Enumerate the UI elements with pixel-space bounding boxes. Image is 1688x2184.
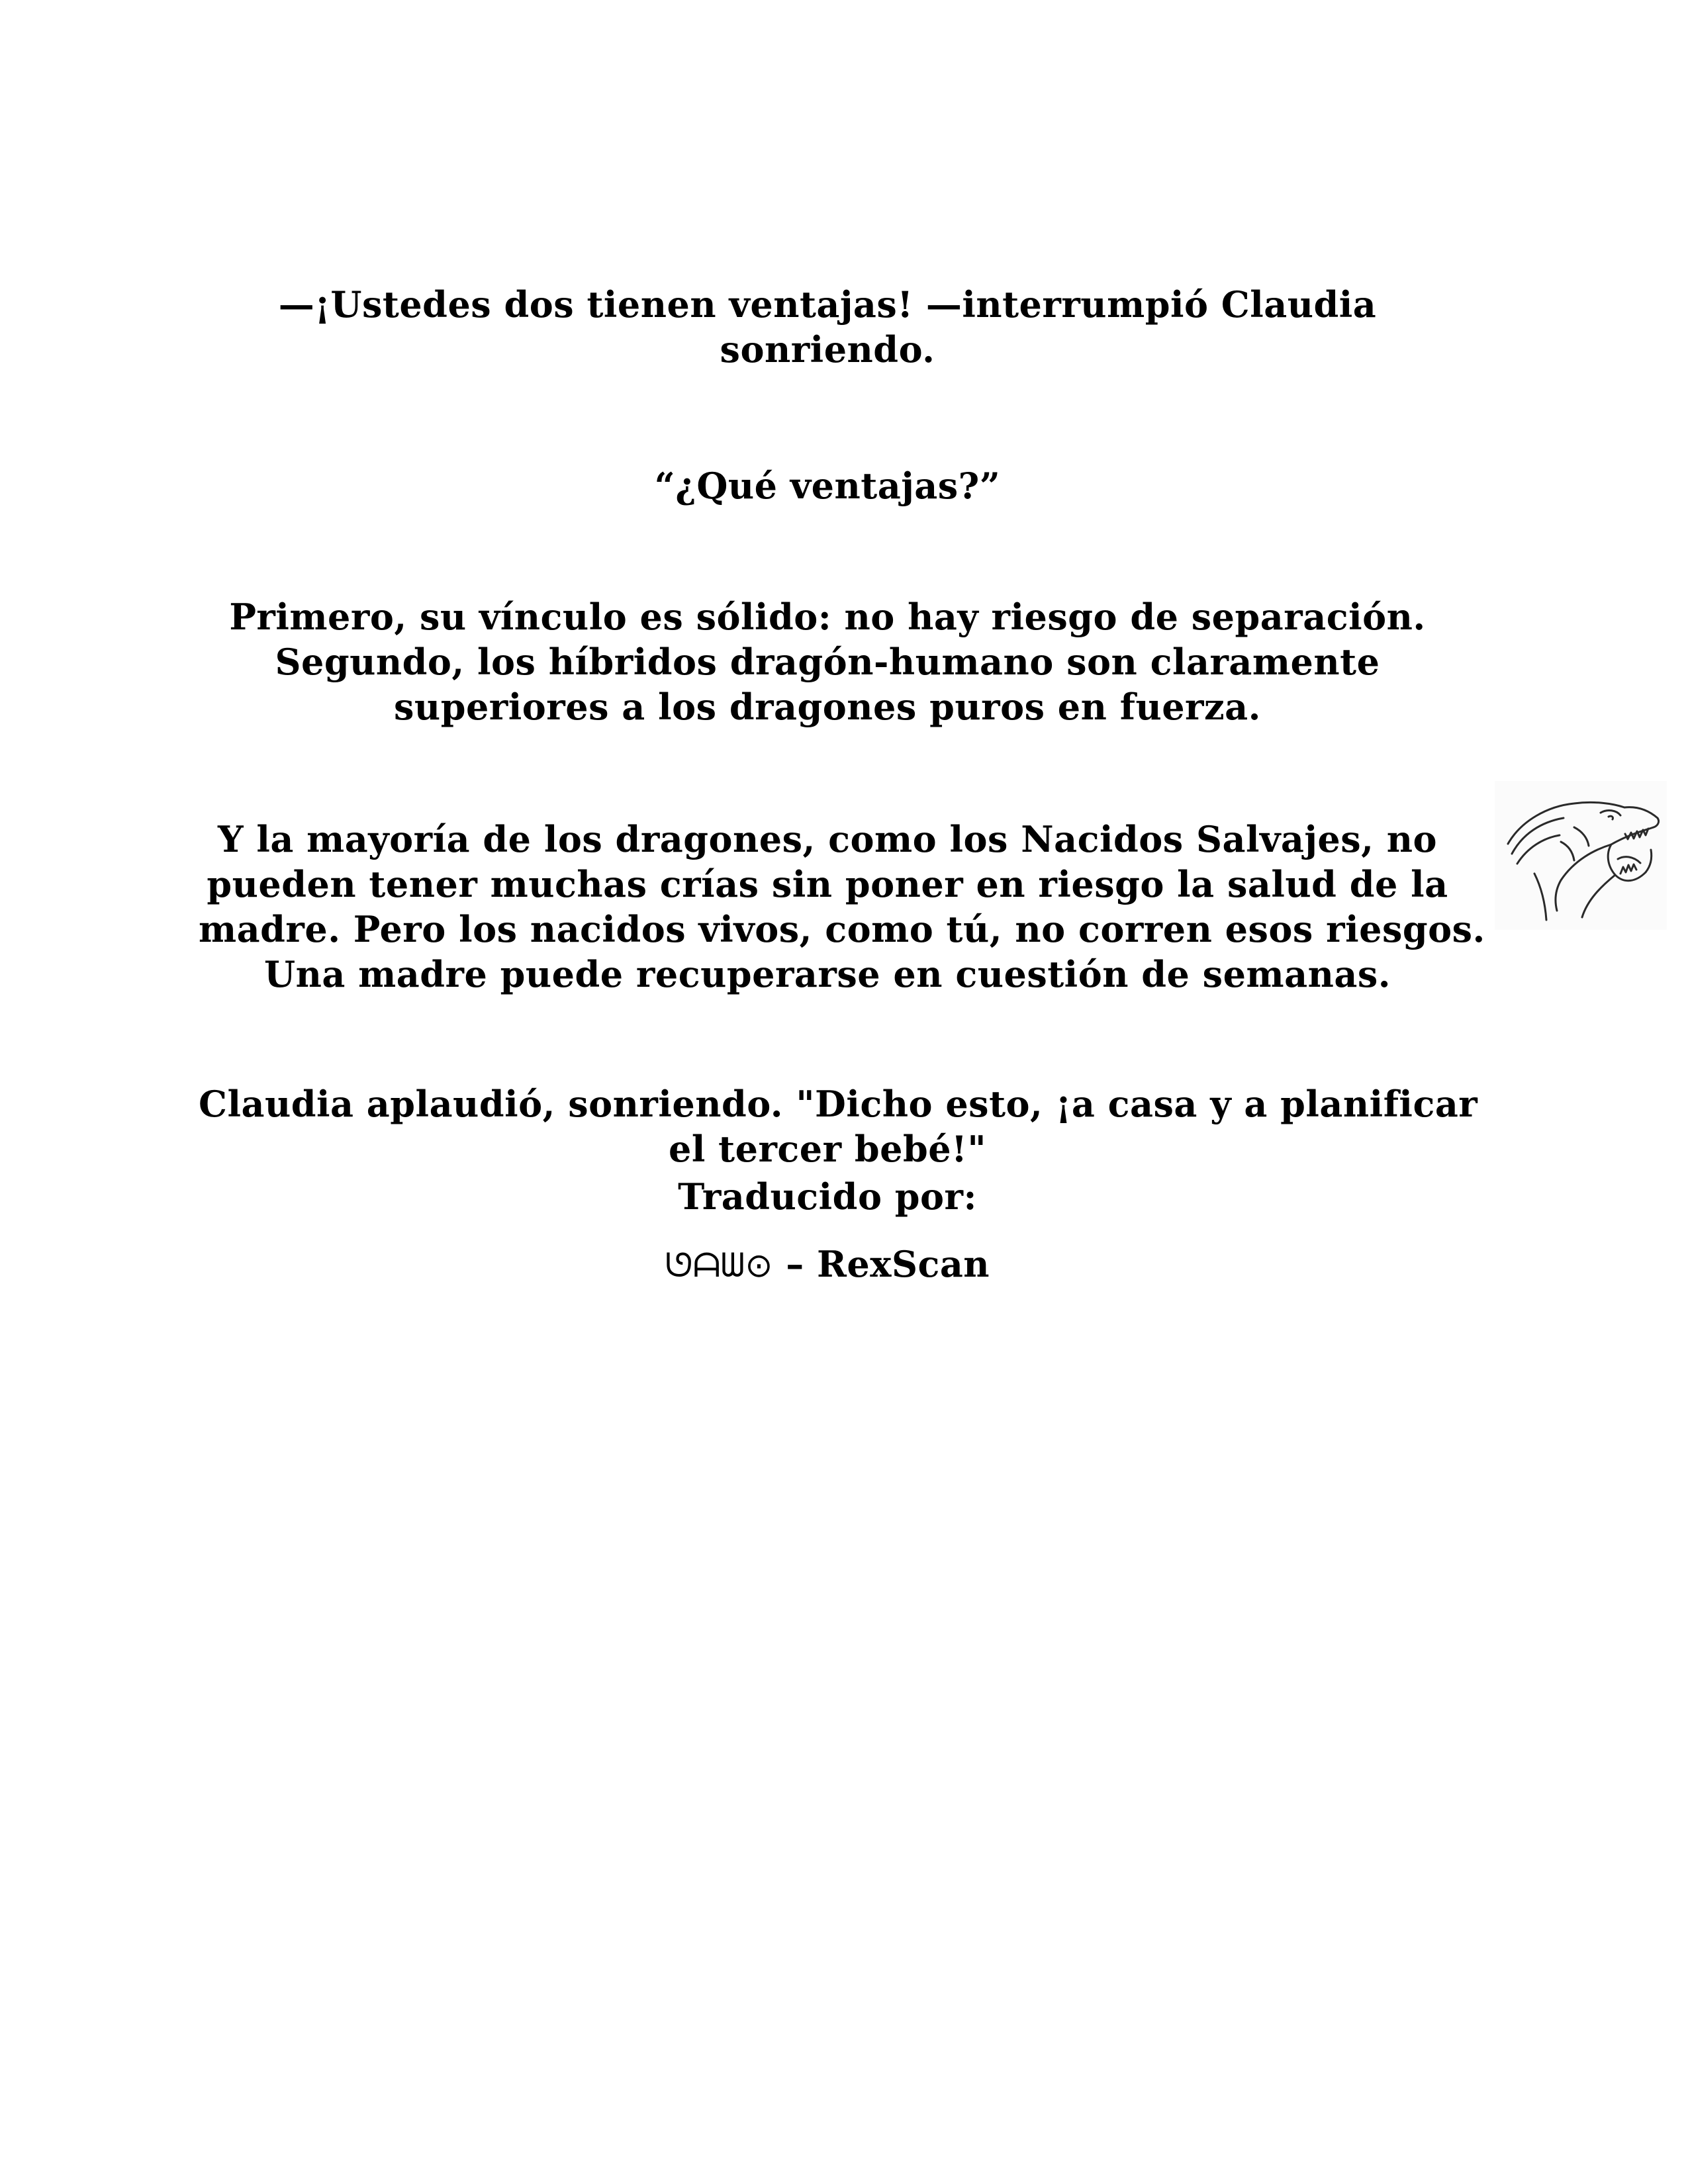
credit-separator: – [773, 1243, 818, 1285]
paragraph-applause [199, 1081, 1478, 1171]
translated-by-label [199, 1174, 1456, 1219]
text-line: madre. Pero los nacidos vivos, como tú, no corren esos riesgos. [199, 908, 1485, 950]
text-line: sonriendo. [720, 328, 935, 371]
text-line: Primero, su vínculo es sólido: no hay riesgo de separación. [229, 596, 1426, 638]
text-line: Y la mayoría de los dragones, como los Nacidos Salvajes, no [217, 818, 1437, 860]
translator-name: ᘎᗩᗯ⊙ [665, 1246, 773, 1285]
text-line: Segundo, los híbridos dragón-humano son claramente [275, 641, 1380, 683]
text-line: pueden tener muchas crías sin poner en riesgo la salud de la [207, 863, 1448, 905]
paragraph-question [199, 463, 1456, 508]
dragon-head-sketch-icon [1495, 781, 1667, 930]
text-line: el tercer bebé!" [669, 1128, 986, 1170]
text-line: Claudia aplaudió, sonriendo. "Dicho esto, ¡a casa y a planificar [199, 1083, 1478, 1125]
group-name: RexScan [817, 1243, 990, 1285]
text-line: superiores a los dragones puros en fuerza. [394, 686, 1261, 728]
text-line: Traducido por: [678, 1175, 977, 1218]
translator-credit [199, 1242, 1456, 1288]
text-line: “¿Qué ventajas?” [654, 465, 1001, 507]
paragraph-dragons [199, 817, 1485, 997]
credit-line [199, 1242, 1456, 1288]
paragraph-advantages [199, 594, 1456, 729]
text-line: —¡Ustedes dos tienen ventajas! —interrumpió Claudia [278, 283, 1377, 326]
paragraph-interruption [199, 282, 1456, 372]
text-line: Una madre puede recuperarse en cuestión de semanas. [263, 953, 1391, 995]
